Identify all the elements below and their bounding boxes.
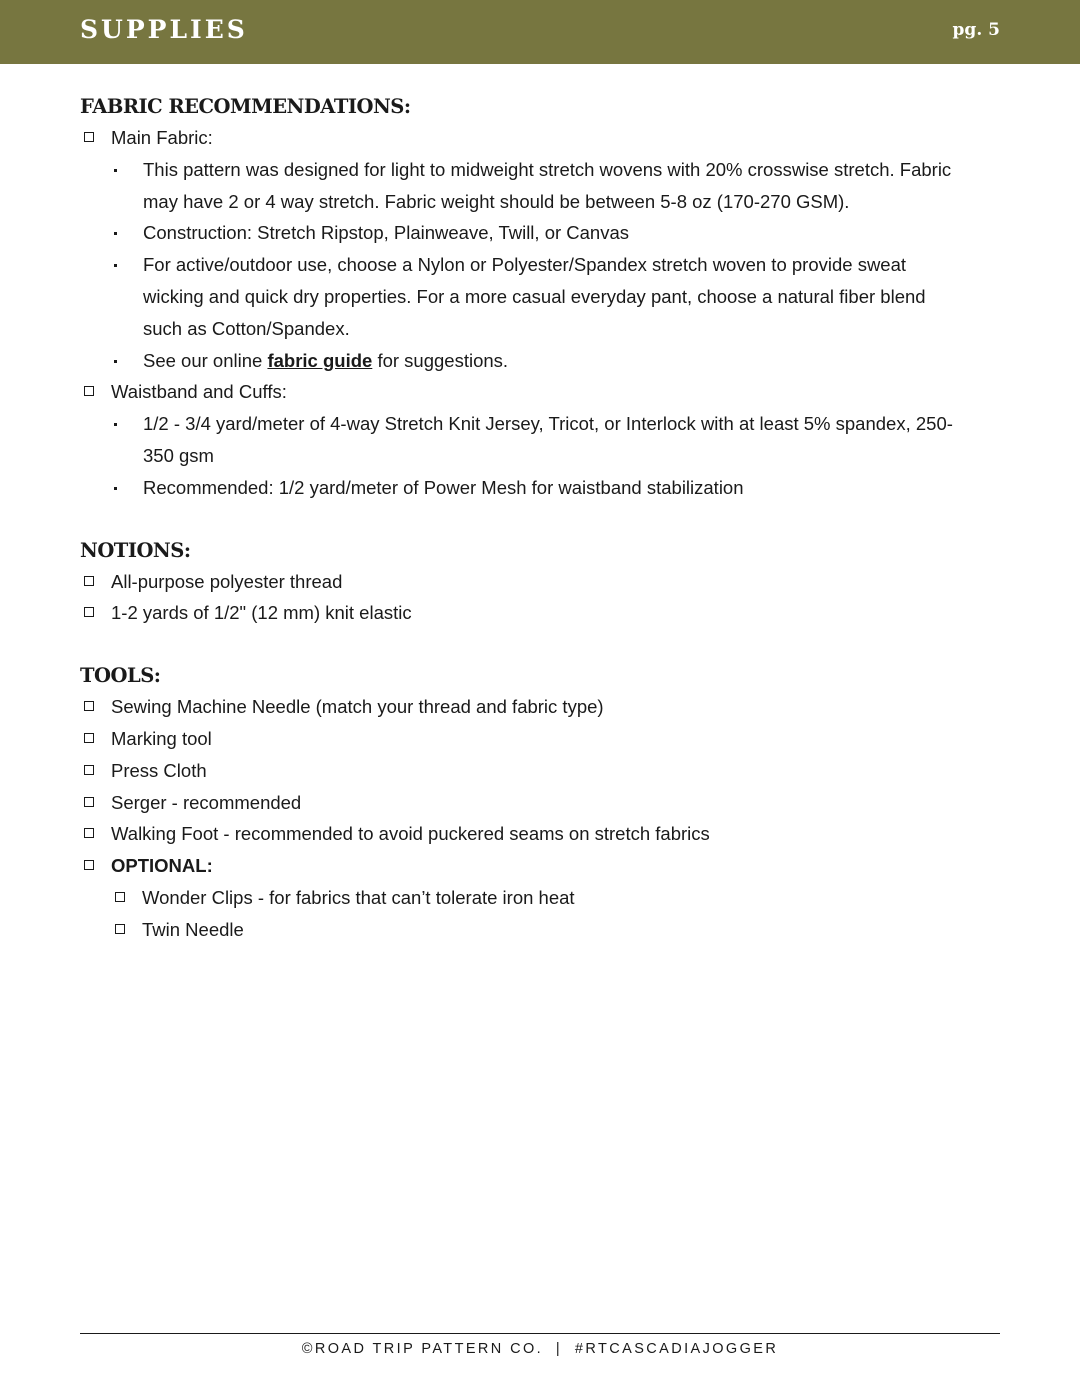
guide-suffix: for suggestions. bbox=[372, 349, 509, 371]
list-item bbox=[111, 249, 960, 344]
footer-text: ©ROAD TRIP PATTERN CO. | #RTCASCADIAJOGGER bbox=[301, 1341, 779, 1357]
tools-section bbox=[80, 661, 960, 945]
item-text: Serger - recommended bbox=[111, 791, 302, 813]
content bbox=[80, 92, 960, 978]
fabric-list bbox=[80, 122, 960, 504]
bullet-icon bbox=[114, 169, 117, 172]
optional-item bbox=[80, 850, 960, 882]
fabric-heading: FABRIC RECOMMENDATIONS: bbox=[80, 95, 411, 118]
bullet-icon bbox=[114, 423, 117, 426]
guide-prefix: See our online bbox=[143, 349, 268, 371]
item-text: 1-2 yards of 1/2" (12 mm) knit elastic bbox=[111, 602, 412, 624]
tools-list bbox=[80, 691, 960, 945]
list-item bbox=[80, 566, 960, 598]
footer-divider bbox=[80, 1333, 1000, 1334]
bullet-icon bbox=[114, 264, 117, 267]
page-header bbox=[0, 0, 1080, 64]
bullet-text: Recommended: 1/2 yard/meter of Power Mesh for waistband stabilization bbox=[143, 476, 744, 498]
list-item bbox=[80, 755, 960, 787]
waistband-label: Waistband and Cuffs: bbox=[111, 381, 287, 403]
list-item bbox=[111, 345, 960, 377]
waistband-item bbox=[80, 376, 960, 408]
list-item bbox=[80, 691, 960, 723]
list-item bbox=[111, 914, 960, 946]
bullet-icon bbox=[114, 487, 117, 490]
bullet-text: Construction: Stretch Ripstop, Plainweave, Twill, or Canvas bbox=[143, 222, 630, 244]
bullet-text: 1/2 - 3/4 yard/meter of 4-way Stretch Knit Jersey, Tricot, or Interlock with at least 5% spandex, 250-350 gsm bbox=[143, 413, 953, 466]
checkbox-icon[interactable] bbox=[84, 765, 94, 775]
list-item bbox=[80, 818, 960, 850]
list-item bbox=[111, 472, 960, 504]
item-text: All-purpose polyester thread bbox=[111, 570, 343, 592]
list-item bbox=[111, 882, 960, 914]
list-item bbox=[111, 154, 960, 218]
main-fabric-item bbox=[80, 122, 960, 154]
item-text: Sewing Machine Needle (match your thread and fabric type) bbox=[111, 696, 604, 718]
notions-heading: NOTIONS: bbox=[80, 538, 191, 562]
notions-list bbox=[80, 566, 960, 630]
bullet-text: For active/outdoor use, choose a Nylon or Polyester/Spandex stretch woven to provide sweat wicking and quick dry properties. For a more casual everyday pant, choose a natural fiber blend such as Cotton/Spandex. bbox=[143, 254, 926, 339]
checkbox-icon[interactable] bbox=[84, 828, 94, 838]
page-title: SUPPLIES bbox=[80, 15, 248, 44]
checkbox-icon[interactable] bbox=[84, 132, 94, 142]
item-text: Walking Foot - recommended to avoid puckered seams on stretch fabrics bbox=[111, 823, 710, 845]
checkbox-icon[interactable] bbox=[84, 386, 94, 396]
checkbox-icon[interactable] bbox=[84, 733, 94, 743]
optional-sublist bbox=[111, 882, 960, 946]
checkbox-icon[interactable] bbox=[84, 576, 94, 586]
notions-section bbox=[80, 536, 960, 630]
checkbox-icon[interactable] bbox=[115, 924, 125, 934]
fabric-section bbox=[80, 92, 960, 504]
checkbox-icon[interactable] bbox=[84, 607, 94, 617]
checkbox-icon[interactable] bbox=[84, 860, 94, 870]
item-text: Wonder Clips - for fabrics that can’t tolerate iron heat bbox=[142, 886, 575, 908]
waistband-sublist bbox=[111, 408, 960, 503]
list-item bbox=[80, 723, 960, 755]
checkbox-icon[interactable] bbox=[84, 701, 94, 711]
item-text: Press Cloth bbox=[111, 759, 207, 781]
list-item bbox=[80, 597, 960, 629]
main-fabric-label: Main Fabric: bbox=[111, 127, 213, 148]
list-item bbox=[80, 787, 960, 819]
list-item bbox=[111, 408, 960, 472]
checkbox-icon[interactable] bbox=[115, 892, 125, 902]
main-fabric-sublist bbox=[111, 154, 960, 377]
bullet-icon bbox=[114, 360, 117, 363]
item-text: Twin Needle bbox=[142, 918, 244, 940]
item-text: Marking tool bbox=[111, 727, 212, 749]
fabric-guide-link[interactable]: fabric guide bbox=[267, 349, 373, 371]
optional-label: OPTIONAL: bbox=[111, 855, 213, 877]
list-item bbox=[111, 217, 960, 249]
bullet-text: This pattern was designed for light to midweight stretch wovens with 20% crosswise stretch. Fabric may have 2 or 4 way stretch. Fabric weight should be between 5-8 oz (170-270 GSM). bbox=[143, 158, 952, 212]
tools-heading: TOOLS: bbox=[80, 664, 161, 688]
page-number: pg. 5 bbox=[952, 20, 1000, 40]
checkbox-icon[interactable] bbox=[84, 797, 94, 807]
bullet-icon bbox=[114, 232, 117, 235]
